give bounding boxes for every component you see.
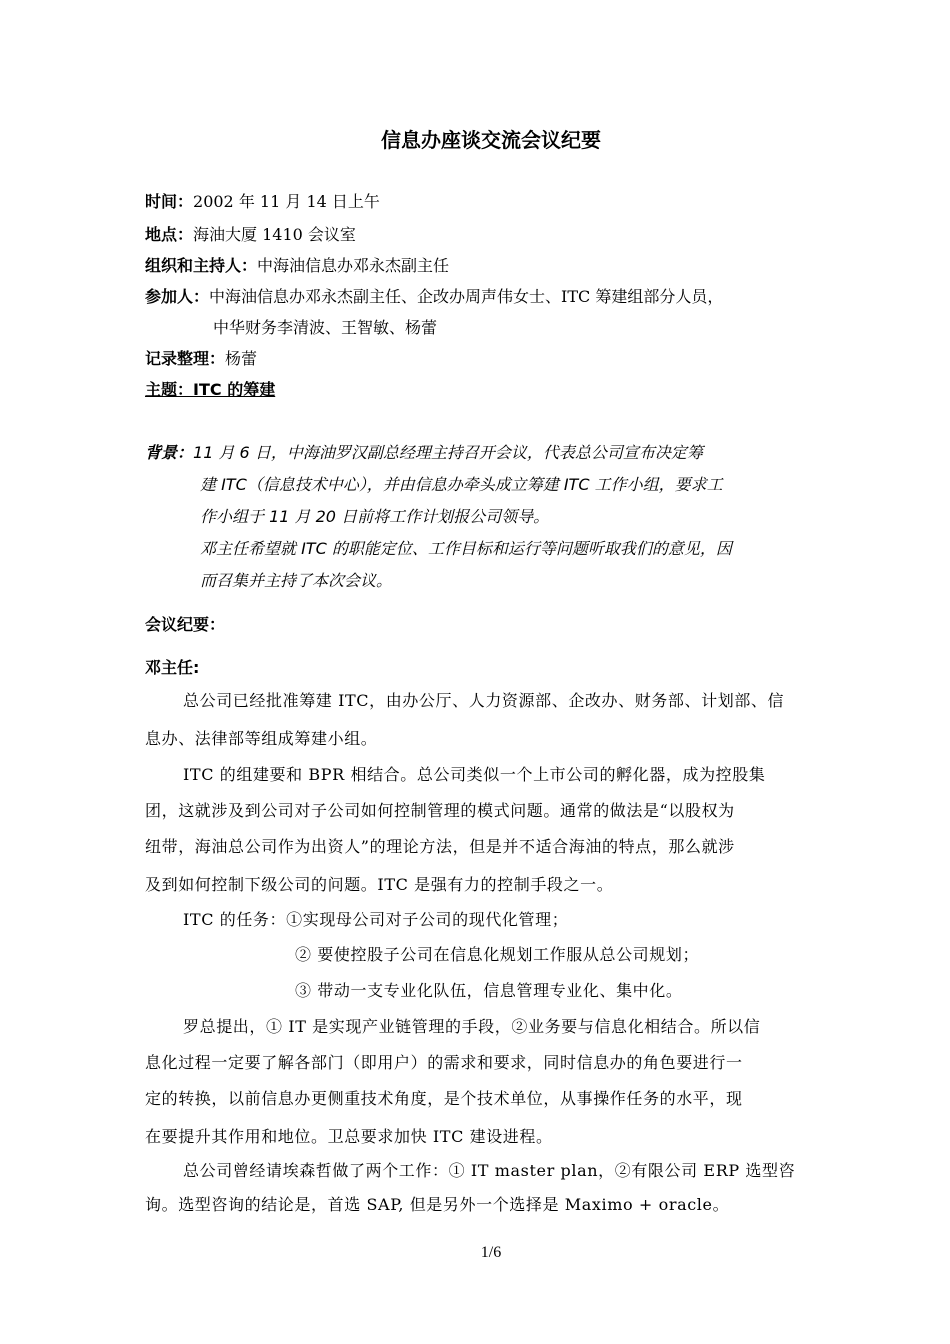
background-line-2: 建 ITC（信息技术中心），并由信息办牵头成立筹建 ITC 工作小组，要求工	[200, 475, 723, 494]
background-line-3: 作小组于 11 月 20 日前将工作计划报公司领导。	[200, 507, 550, 526]
host-label: 组织和主持人：	[145, 256, 258, 275]
recorder-label: 记录整理：	[145, 349, 226, 368]
background-line-4: 邓主任希望就 ITC 的职能定位、工作目标和运行等问题听取我们的意见，因	[200, 539, 732, 558]
time-value: 2002 年 11 月 14 日上午	[193, 192, 380, 211]
body-line-2: 息办、法律部等组成筹建小组。	[145, 729, 378, 748]
body-line-7: ITC 的任务：①实现母公司对子公司的现代化管理；	[183, 910, 569, 929]
body-line-3: ITC 的组建要和 BPR 相结合。总公司类似一个上市公司的孵化器，成为控股集	[183, 765, 766, 784]
body-line-4: 团，这就涉及到公司对子公司如何控制管理的模式问题。通常的做法是“以股权为	[145, 801, 735, 820]
topic-value: ITC 的筹建	[193, 380, 276, 399]
meta-place	[145, 225, 356, 245]
body-line-10: 罗总提出，① IT 是实现产业链管理的手段，②业务要与信息化相结合。所以信	[183, 1017, 761, 1036]
attendees-line-1: 中海油信息办邓永杰副主任、企改办周声伟女士、ITC 筹建组部分人员，	[209, 287, 724, 306]
topic-label: 主题：	[145, 380, 194, 399]
place-label: 地点：	[145, 225, 194, 244]
meta-attendees-cont	[213, 318, 437, 338]
body-line-11: 息化过程一定要了解各部门（即用户）的需求和要求，同时信息办的角色要进行一	[145, 1053, 743, 1072]
document-title: 信息办座谈交流会议纪要	[381, 128, 601, 152]
attendees-line-2: 中华财务李清波、王智敏、杨蕾	[213, 318, 438, 337]
body-line-15: 询。选型咨询的结论是，首选 SAP, 但是另外一个选择是 Maximo + oracle。	[145, 1195, 730, 1214]
meta-topic	[145, 380, 275, 400]
place-value: 海油大厦 1410 会议室	[193, 225, 356, 244]
body-line-14: 总公司曾经请埃森哲做了两个工作：① IT master plan，②有限公司 ERP 选型咨	[183, 1161, 796, 1180]
background-label: 背景：	[145, 443, 194, 462]
body-line-5: 纽带，海油总公司作为出资人”的理论方法，但是并不适合海油的特点，那么就涉	[145, 837, 735, 856]
page-number: 1/6	[480, 1244, 502, 1261]
body-line-8: ② 要使控股子公司在信息化规划工作服从总公司规划；	[295, 945, 700, 964]
meta-attendees	[145, 287, 723, 307]
background-line-1: 背景：11 月 6 日，中海油罗汉副总经理主持召开会议，代表总公司宣布决定筹	[145, 443, 703, 462]
time-label: 时间：	[145, 192, 194, 211]
body-line-12: 定的转换，以前信息办更侧重技术角度，是个技术单位，从事操作任务的水平，现	[145, 1089, 743, 1108]
body-line-9: ③ 带动一支专业化队伍，信息管理专业化、集中化。	[295, 981, 683, 1000]
body-line-1: 总公司已经批准筹建 ITC，由办公厅、人力资源部、企改办、财务部、计划部、信	[183, 691, 785, 710]
attendees-label: 参加人：	[145, 287, 210, 306]
minutes-heading: 会议纪要：	[145, 615, 226, 634]
speaker-label: 邓主任:	[145, 658, 200, 677]
background-line-5: 而召集并主持了本次会议。	[200, 571, 393, 590]
recorder-value: 杨蕾	[225, 349, 258, 368]
body-line-6: 及到如何控制下级公司的问题。ITC 是强有力的控制手段之一。	[145, 875, 614, 894]
host-value: 中海油信息办邓永杰副主任	[257, 256, 450, 275]
meta-host	[145, 256, 449, 276]
meta-time	[145, 192, 380, 212]
body-line-13: 在要提升其作用和地位。卫总要求加快 ITC 建设进程。	[145, 1127, 553, 1146]
meta-recorder	[145, 349, 257, 369]
